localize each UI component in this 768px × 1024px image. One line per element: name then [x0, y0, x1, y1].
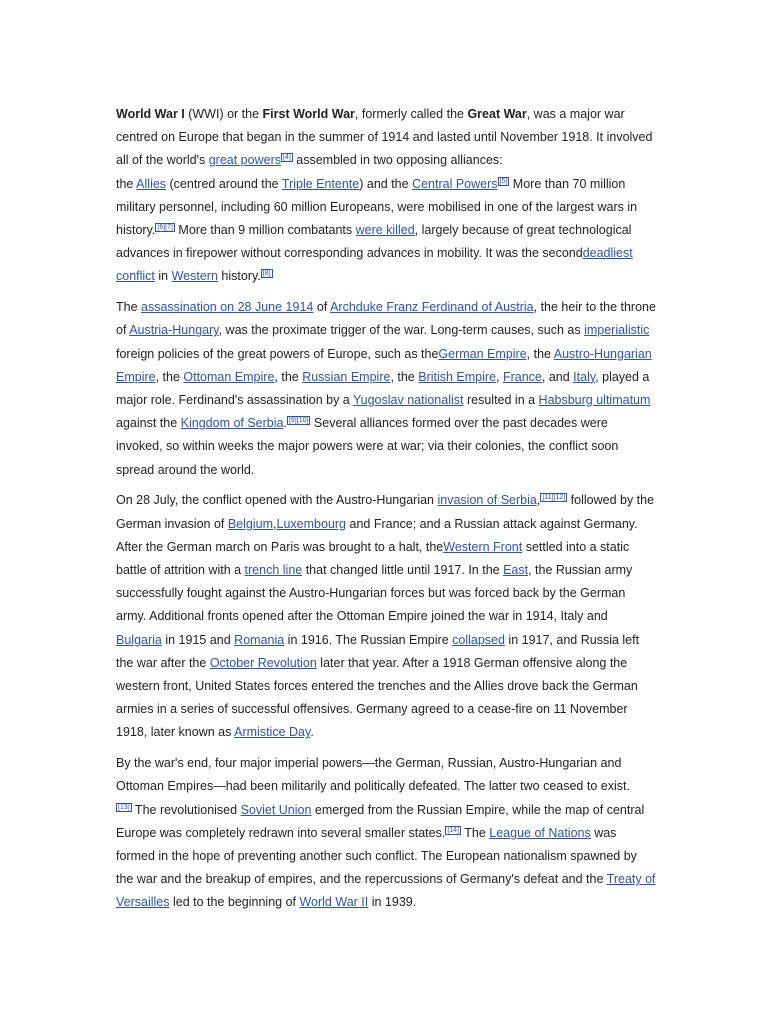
text: was formed in the hope of preventing another such conflict. The European nationalism spawned by the war and the breakup of empires, and the repercussions of Germany's defeat and the [116, 825, 637, 887]
text: More than 9 million combatants [174, 223, 356, 238]
link-archduke[interactable]: Archduke Franz Ferdinand of Austria [330, 300, 534, 315]
paragraph-course [116, 489, 656, 744]
text: , the [390, 369, 419, 384]
link-ottoman-empire[interactable]: Ottoman Empire [183, 369, 275, 384]
paragraph-aftermath [116, 752, 656, 914]
citation-link[interactable]: [11][12] [542, 494, 566, 502]
citation-link[interactable]: [9][10] [288, 417, 309, 425]
link-romania[interactable]: Romania [234, 632, 285, 647]
text: The [461, 825, 490, 840]
text: led to the beginning of [169, 895, 300, 910]
citation-link[interactable]: [14] [447, 826, 459, 834]
text: that changed little until 1917. In the [302, 563, 504, 578]
link-british-empire[interactable]: British Empire [418, 369, 497, 384]
text: , and [541, 369, 574, 384]
link-habsburg-ultimatum[interactable]: Habsburg ultimatum [538, 393, 651, 408]
text: the [116, 176, 137, 191]
text: later that year. After a 1918 German offensive along the western front, United States forces entered the trenches and the Allies drove back the German armies in a series of successful offensives. Germany agreed to a cease-fire on 11 November 1918, later known as [116, 655, 638, 740]
link-italy[interactable]: Italy [573, 369, 596, 384]
text: (centred around the [166, 176, 282, 191]
link-armistice-day[interactable]: Armistice Day [234, 725, 311, 740]
link-trench-line[interactable]: trench line [244, 563, 303, 578]
link-invasion-of-serbia[interactable]: invasion of Serbia [437, 493, 537, 508]
link-were-killed[interactable]: were killed [355, 223, 415, 238]
link-great-powers[interactable]: great powers [208, 153, 281, 168]
text: ) and the [359, 176, 413, 191]
text: , [536, 493, 541, 508]
bold-term: World War I [116, 107, 185, 121]
text: followed by the German invasion of [116, 493, 655, 531]
article-body [116, 103, 656, 922]
text: in [154, 269, 172, 284]
link-western[interactable]: Western [171, 269, 218, 284]
link-october-revolution[interactable]: October Revolution [209, 655, 317, 670]
text: and France; and a Russian attack against Germany. After the German march on Paris was brought to a halt, the [116, 516, 638, 554]
text: , formerly called the [354, 107, 468, 121]
bold-term: First World War [262, 107, 355, 121]
text: , the Russian army successfully fought against the Austro-Hungarian forces but was forced back by the German army. Additional fronts opened after the Ottoman Empire joined the war in 1914, Italy and [116, 563, 633, 624]
text: , the [274, 369, 303, 384]
text: , largely because of great technological advances in firepower without corresponding advances in mobility. It was the second [116, 223, 632, 261]
link-belgium[interactable]: Belgium [227, 516, 274, 531]
link-collapsed[interactable]: collapsed [452, 632, 505, 647]
text: , the [155, 369, 184, 384]
text: of [313, 300, 331, 315]
link-german-empire[interactable]: German Empire [438, 346, 527, 361]
text: On 28 July, the conflict opened with the Austro-Hungarian [116, 493, 438, 508]
link-league-of-nations[interactable]: League of Nations [489, 825, 591, 840]
link-allies[interactable]: Allies [136, 176, 167, 191]
text: in 1917, and Russia left the war after the [116, 632, 640, 670]
text: . [310, 725, 314, 740]
citation-link[interactable]: [6][7] [157, 224, 173, 232]
text: (WWI) or the [184, 107, 263, 121]
text: More than 70 million military personnel, including 60 million Europeans, were mobilised in one of the largest wars in history. [116, 176, 638, 238]
citation-link[interactable]: [8] [262, 270, 271, 278]
text: in 1915 and [161, 632, 235, 647]
text: Several alliances formed over the past decades were invoked, so within weeks the major powers were at war; via their colonies, the conflict soon spread around the world. [116, 416, 619, 477]
paragraph-intro [116, 103, 656, 289]
link-austria-hungary[interactable]: Austria-Hungary [129, 323, 219, 338]
link-russian-empire[interactable]: Russian Empire [302, 369, 391, 384]
link-world-war-ii[interactable]: World War II [299, 895, 369, 910]
link-central-powers[interactable]: Central Powers [412, 176, 498, 191]
text: The revolutionised [131, 802, 241, 817]
link-france[interactable]: France [502, 369, 542, 384]
text: By the war's end, four major imperial powers—the German, Russian, Austro-Hungarian and Ottoman Empires—had been militarily and politically defeated. The latter two ceased to exist. [116, 756, 630, 794]
text: , was the proximate trigger of the war. Long-term causes, such as [218, 323, 585, 338]
text: , [273, 516, 277, 531]
text: , the heir to the throne of [116, 300, 656, 338]
link-soviet-union[interactable]: Soviet Union [240, 802, 312, 817]
link-austro-hungarian-empire[interactable]: Austro-Hungarian Empire [116, 346, 652, 384]
citation-link[interactable]: [13] [118, 803, 130, 811]
text: , was a major war centred on Europe that began in the summer of 1914 and lasted until November 1918. It involved all of the world's [116, 107, 653, 168]
text: resulted in a [463, 393, 539, 408]
bold-term: Great War [467, 107, 527, 121]
text: emerged from the Russian Empire, while the map of central Europe was completely redrawn into several smaller states. [116, 802, 645, 840]
citation-link[interactable]: [5] [499, 177, 508, 185]
text: in 1939. [368, 895, 417, 910]
link-assassination[interactable]: assassination on 28 June 1914 [141, 300, 314, 315]
link-kingdom-of-serbia[interactable]: Kingdom of Serbia [180, 416, 284, 431]
text: in 1916. The Russian Empire [284, 632, 453, 647]
link-deadliest-conflict[interactable]: deadliest conflict [116, 246, 633, 284]
link-yugoslav-nationalist[interactable]: Yugoslav nationalist [353, 393, 464, 408]
link-luxembourg[interactable]: Luxembourg [276, 516, 347, 531]
paragraph-causes [116, 296, 656, 482]
text: , [496, 369, 503, 384]
text: , played a major role. Ferdinand's assassination by a [116, 369, 650, 408]
link-western-front[interactable]: Western Front [443, 539, 523, 554]
link-treaty-of-versailles[interactable]: Treaty of Versailles [116, 872, 656, 910]
text: settled into a static battle of attrition with a [116, 539, 630, 578]
text: . [283, 416, 287, 431]
text: foreign policies of the great powers of Europe, such as the [116, 346, 439, 361]
citation-link[interactable]: [4] [282, 154, 291, 162]
text: , the [526, 346, 554, 361]
text: against the [116, 416, 181, 431]
text: history. [217, 269, 261, 284]
link-triple-entente[interactable]: Triple Entente [281, 176, 360, 191]
text: The [116, 300, 142, 315]
link-east[interactable]: East [503, 563, 529, 578]
link-bulgaria[interactable]: Bulgaria [116, 632, 162, 647]
text: assembled in two opposing alliances: [292, 153, 503, 168]
link-imperialistic[interactable]: imperialistic [584, 323, 650, 338]
